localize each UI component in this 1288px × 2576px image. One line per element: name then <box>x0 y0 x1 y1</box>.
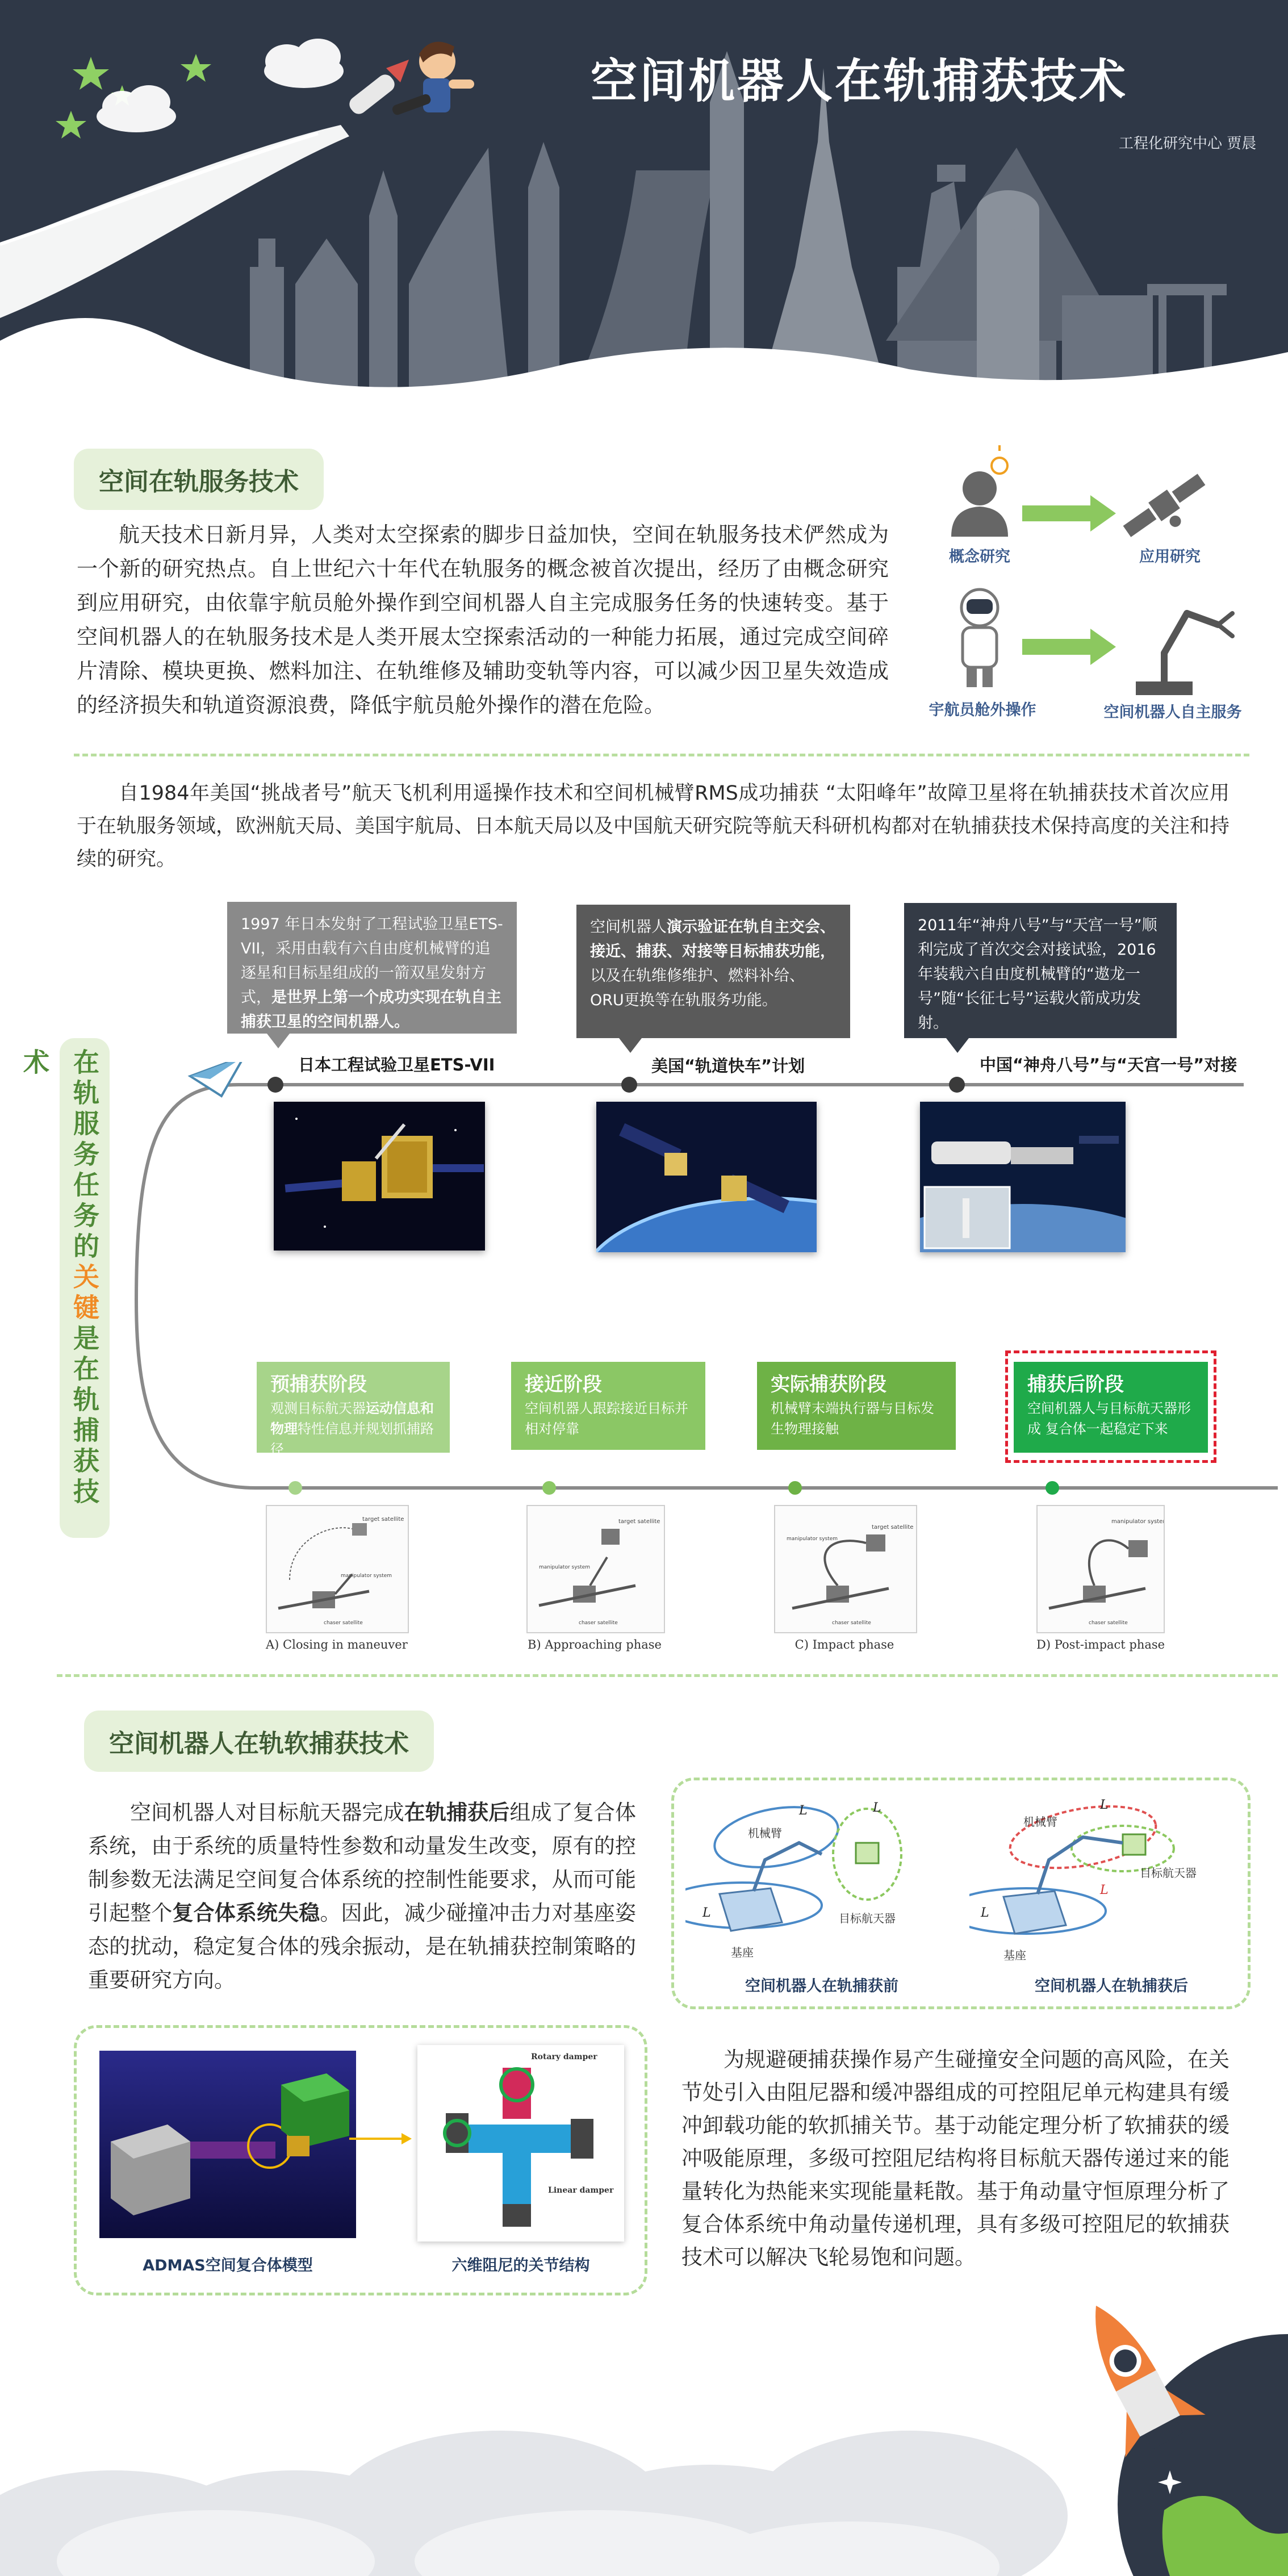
milestone-dot <box>267 1077 283 1093</box>
arrow-right-icon <box>1022 495 1116 532</box>
callout-pointer <box>619 1038 642 1053</box>
svg-text:manipulator system: manipulator system <box>341 1573 392 1579</box>
svg-text:目标航天器: 目标航天器 <box>1140 1866 1197 1880</box>
label-robot-service: 空间机器人自主服务 <box>1103 704 1242 721</box>
sketch-approaching <box>526 1505 665 1633</box>
phase-dot <box>1046 1481 1059 1495</box>
svg-text:基座: 基座 <box>1003 1948 1026 1962</box>
caption-joint: 六维阻尼的关节结构 <box>451 2257 590 2274</box>
section2-paragraph2: 为规避硬捕获操作易产生碰撞安全问题的高风险，在关节处引入由阻尼器和缓冲器组成的可控阻尼单元构建具有缓冲卸载功能的软抓捕关节。基于动能定理分析了软捕获的缓冲吸能原理，多级可控阻尼结构将目标航天器传递过来的能量转化为热能来实现能量耗散。基于角动量守恒原理分析了复合体系统中角动量传递机理，具有多级可控阻尼的软捕获技术可以解决飞轮易饱和问题。 <box>681 2047 1230 2269</box>
divider <box>57 1674 1278 1677</box>
svg-text:目标航天器: 目标航天器 <box>839 1912 896 1925</box>
svg-text:chaser satellite: chaser satellite <box>579 1620 618 1626</box>
satellite-icon <box>1120 470 1216 552</box>
label-concept-research: 概念研究 <box>949 548 1010 566</box>
vertical-label-highlight: 关键 <box>69 1263 100 1324</box>
rocket-boy-icon <box>346 42 474 118</box>
svg-text:L: L <box>702 1906 711 1920</box>
intro-paragraph: 自1984年美国“挑战者号”航天飞机利用遥操作技术和空间机械臂RMS成功捕获 “太阳峰年”故障卫星将在轨捕获技术首次应用于在轨服务领域，欧洲航天局、美国宇航局、日本航天局以及中国航天研究院等航天科研机构都对在轨捕获技术保持高度的关注和持续的研究。 <box>77 782 1230 871</box>
milestone-orbital-express: 美国“轨道快车”计划 <box>651 1056 805 1076</box>
svg-text:机械臂: 机械臂 <box>748 1826 782 1840</box>
author-line: 工程化研究中心 贾晨 <box>1119 135 1257 152</box>
section-tag-soft-capture: 空间机器人在轨软捕获技术 <box>84 1711 434 1772</box>
svg-text:chaser satellite: chaser satellite <box>324 1620 363 1626</box>
vertical-label-part2: 是在轨捕获技术 <box>19 1048 100 1508</box>
caption-admas: ADMAS空间复合体模型 <box>143 2257 313 2274</box>
svg-text:manipulator system: manipulator system <box>787 1536 838 1542</box>
robot-arm-icon <box>1136 613 1232 695</box>
svg-text:基座: 基座 <box>731 1946 754 1959</box>
phase-approach: 接近阶段 空间机器人跟踪接近目标并相对停靠 <box>511 1362 705 1450</box>
svg-text:Rotary damper: Rotary damper <box>531 2052 597 2061</box>
section1-paragraph: 航天技术日新月异，人类对太空探索的脚步日益加快，空间在轨服务技术俨然成为一个新的研究热点。自上世纪六十年代在轨服务的概念被首次提出，经历了由概念研究到应用研究，由依靠宇航员舱外操作到空间机器人自主完成服务任务的快速转变。基于空间机器人的在轨服务技术是人类开展太空探索活动的一种能力拓展，通过完成空间碎片清除、模块更换、燃料加注、在轨维修及辅助变轨等内容，可以减少因卫星失效造成的经济损失和轨道资源浪费，降低宇航员舱外操作的潜在危险。 <box>77 522 889 717</box>
svg-text:L: L <box>799 1804 808 1818</box>
photo-orbital-express <box>596 1102 817 1252</box>
svg-text:manipulator system: manipulator system <box>1111 1519 1164 1525</box>
svg-text:target satellite: target satellite <box>362 1516 404 1523</box>
caption-approaching: B) Approaching phase <box>528 1638 662 1651</box>
label-astronaut-eva: 宇航员舱外操作 <box>929 701 1036 719</box>
callout-shenzhou: 2011年“神舟八号”与“天宫一号”顺利完成了首次交会对接试验，2016年装载六自由度机械臂的“遨龙一号”随“长征七号”运载火箭成功发射。 <box>904 903 1177 1038</box>
arrow-right-icon <box>1022 629 1116 665</box>
svg-text:target satellite: target satellite <box>618 1519 660 1525</box>
astronaut-icon <box>961 589 998 687</box>
caption-postimpact: D) Post-impact phase <box>1036 1638 1165 1651</box>
svg-text:L: L <box>981 1906 989 1920</box>
photo-ets7 <box>274 1102 485 1251</box>
phase-impact: 实际捕获阶段 机械臂末端执行器与目标发生物理接触 <box>757 1362 956 1450</box>
milestone-shenzhou: 中国“神舟八号”与“天宫一号”对接 <box>980 1055 1237 1074</box>
sketch-closing <box>266 1505 409 1633</box>
milestone-ets7: 日本工程试验卫星ETS-VII <box>298 1055 495 1074</box>
callout-pointer <box>946 1038 969 1053</box>
concept-diagram <box>937 443 1255 710</box>
svg-text:L: L <box>1100 1798 1109 1812</box>
svg-text:Linear damper: Linear damper <box>548 2186 614 2195</box>
capture-diagram-box <box>671 1778 1251 2009</box>
svg-text:chaser satellite: chaser satellite <box>832 1620 871 1626</box>
six-dof-damper-joint <box>417 2045 624 2242</box>
section2-paragraph: 空间机器人对目标航天器完成在轨捕获后组成了复合体系统，由于系统的质量特性参数和动量发生改变，原有的控制参数无法满足空间复合体系统的控制性能要求，从而可能引起整个复合体系统失稳。因此，减少碰撞冲击力对基座姿态的扰动，稳定复合体的残余振动，是在轨捕获控制策略的重要研究方向。 <box>88 1800 637 1992</box>
before-capture-diagram <box>685 1792 952 1962</box>
photo-shenzhou <box>920 1102 1126 1252</box>
svg-text:机械臂: 机械臂 <box>1023 1815 1057 1829</box>
callout-pointer <box>267 1034 290 1048</box>
header-banner <box>0 0 1288 409</box>
milestone-dot <box>621 1077 637 1093</box>
sketch-postimpact <box>1036 1505 1165 1633</box>
phase-dot <box>788 1481 802 1495</box>
caption-before-capture: 空间机器人在轨捕获前 <box>745 1977 898 1995</box>
arrow-right-icon <box>349 2130 412 2147</box>
caption-impact: C) Impact phase <box>794 1638 894 1651</box>
section-tag-onorbit-service: 空间在轨服务技术 <box>74 449 324 510</box>
phase-postcapture: 捕获后阶段 空间机器人与目标航天器形成 复合体一起稳定下来 <box>1014 1362 1208 1453</box>
damper-figure-box <box>74 2025 647 2295</box>
callout-ets7: 1997 年日本发射了工程试验卫星ETS-VII，采用由载有六自由度机械臂的追逐星和目标星组成的一箭双星发射方式，是世界上第一个成功实现在轨自主捕获卫星的空间机器人。 <box>227 902 517 1034</box>
phase-dot <box>288 1481 302 1495</box>
svg-text:manipulator system: manipulator system <box>539 1565 591 1570</box>
sketch-impact <box>774 1505 917 1633</box>
caption-closing: A) Closing in maneuver <box>266 1638 408 1651</box>
footer-clouds <box>0 2266 1288 2576</box>
page-title: 空间机器人在轨捕获技术 <box>591 55 1128 108</box>
after-capture-diagram <box>969 1792 1236 1962</box>
vertical-label-part1: 在轨服务任务的 <box>69 1048 100 1263</box>
admas-model-image <box>99 2051 356 2238</box>
label-applied-research: 应用研究 <box>1139 548 1201 566</box>
researcher-icon <box>951 445 1008 537</box>
divider <box>74 754 1249 756</box>
svg-text:chaser satellite: chaser satellite <box>1089 1620 1128 1626</box>
svg-text:L: L <box>873 1801 881 1815</box>
milestone-dot <box>949 1077 965 1093</box>
svg-text:L: L <box>1100 1883 1109 1897</box>
svg-text:target satellite: target satellite <box>872 1524 914 1530</box>
phase-dot <box>542 1481 556 1495</box>
phase-precapture: 预捕获阶段 观测目标航天器运动信息和物理特性信息并规划抓捕路径 <box>257 1362 450 1453</box>
callout-orbital-express: 空间机器人演示验证在轨自主交会、接近、捕获、对接等目标捕获功能，以及在轨维修维护、燃料补给、ORU更换等在轨服务功能。 <box>576 905 850 1038</box>
caption-after-capture: 空间机器人在轨捕获后 <box>1035 1977 1188 1995</box>
